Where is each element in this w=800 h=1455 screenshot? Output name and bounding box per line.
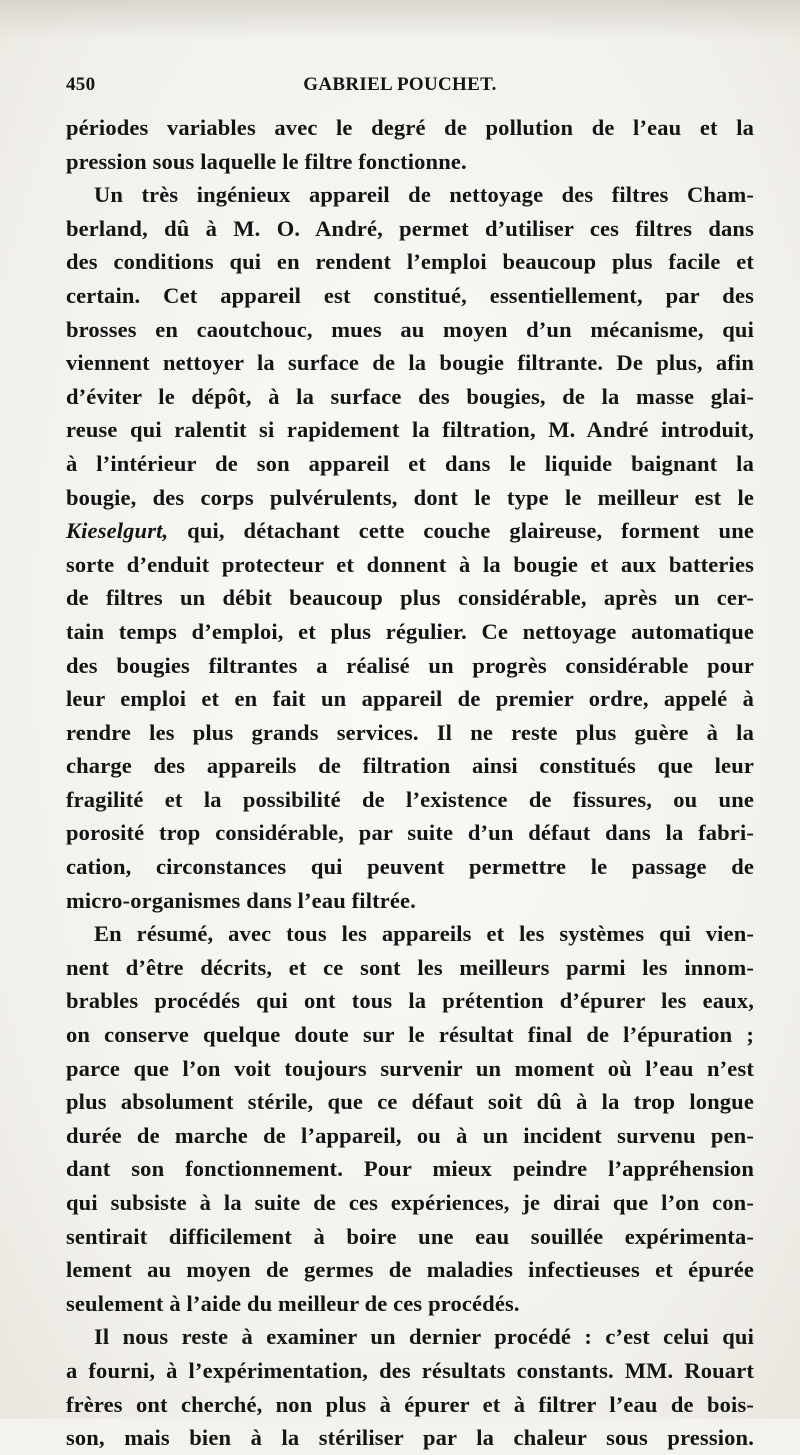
text-line: tain temps d’emploi, et plus régulier. Ce nettoyage automatique — [66, 618, 754, 644]
italic-term: Kieselgurt, — [66, 518, 169, 544]
text-line — [66, 514, 754, 548]
text-line-rest: qui, détachant cette couche glaireuse, forment une — [187, 518, 754, 544]
text-line: périodes variables avec le degré de pollution de l’eau et la — [66, 115, 754, 140]
text-line: dant son fonctionnement. Pour mieux peindre l’appréhension — [66, 1156, 754, 1182]
text-line: brables procédés qui ont tous la prétention d’épurer les eaux, — [66, 988, 754, 1014]
text-line: à l’intérieur de son appareil et dans le liquide baignant la — [66, 450, 754, 476]
text-line: de filtres un débit beaucoup plus considérable, après un cer- — [66, 585, 754, 611]
text-line: berland, dû à M. O. André, permet d’utiliser ces filtres dans — [66, 215, 754, 241]
text-line: Il nous reste à examiner un dernier procédé : c’est celui qui — [94, 1324, 754, 1350]
text-line: son, mais bien à la stériliser par la chaleur sous pression. — [66, 1425, 754, 1451]
text-line: frères ont cherché, non plus à épurer et à filtrer l’eau de bois- — [66, 1391, 754, 1417]
text-line: micro-organismes dans l’eau filtrée. — [66, 887, 416, 913]
body-text — [66, 111, 754, 1455]
text-line: durée de marche de l’appareil, ou à un incident survenu pen- — [66, 1122, 754, 1148]
text-line: charge des appareils de filtration ainsi constitués que leur — [66, 753, 754, 779]
running-head: GABRIEL POUCHET. — [303, 74, 497, 95]
text-line: certain. Cet appareil est constitué, essentiellement, par des — [66, 282, 754, 308]
text-line: reuse qui ralentit si rapidement la filtration, M. André introduit, — [66, 417, 754, 443]
text-line: seulement à l’aide du meilleur de ces procédés. — [66, 1290, 520, 1316]
text-line: nent d’être décrits, et ce sont les meilleurs parmi les innom- — [66, 954, 754, 980]
text-line: lement au moyen de germes de maladies infectieuses et épurée — [66, 1257, 754, 1283]
text-line: viennent nettoyer la surface de la bougie filtrante. De plus, afin — [66, 350, 754, 376]
text-line: En résumé, avec tous les appareils et les systèmes qui vien- — [94, 921, 754, 947]
text-line: qui subsiste à la suite de ces expériences, je dirai que l’on con- — [66, 1190, 754, 1215]
text-line: pression sous laquelle le filtre fonctionne. — [66, 148, 467, 174]
text-line: cation, circonstances qui peuvent permettre le passage de — [66, 854, 754, 880]
scan-shadow — [0, 0, 800, 40]
text-line: brosses en caoutchouc, mues au moyen d’un mécanisme, qui — [66, 316, 754, 342]
text-line: sentirait difficilement à boire une eau souillée expérimenta- — [66, 1223, 754, 1249]
text-line: d’éviter le dépôt, à la surface des bougies, de la masse glai- — [66, 383, 754, 409]
text-line: a fourni, à l’expérimentation, des résultats constants. MM. Rouart — [66, 1357, 754, 1383]
text-line: bougie, des corps pulvérulents, dont le type le meilleur est le — [66, 484, 754, 510]
text-line: des conditions qui en rendent l’emploi beaucoup plus facile et — [66, 249, 754, 275]
page-number: 450 — [66, 74, 96, 95]
text-line: sorte d’enduit protecteur et donnent à la bougie et aux batteries — [66, 551, 754, 577]
text-line: leur emploi et en fait un appareil de premier ordre, appelé à — [66, 686, 754, 712]
text-line: parce que l’on voit toujours survenir un moment où l’eau n’est — [66, 1055, 754, 1081]
text-line: fragilité et la possibilité de l’existence de fissures, ou une — [66, 786, 754, 812]
text-line: plus absolument stérile, que ce défaut soit dû à la trop longue — [66, 1089, 754, 1115]
page-header — [66, 74, 734, 104]
text-line: on conserve quelque doute sur le résultat final de l’épuration ; — [66, 1022, 754, 1048]
text-line: rendre les plus grands services. Il ne reste plus guère à la — [66, 719, 754, 745]
text-line: Un très ingénieux appareil de nettoyage des filtres Cham- — [94, 182, 754, 208]
text-line: porosité trop considérable, par suite d’un défaut dans la fabri- — [66, 820, 754, 846]
text-line: des bougies filtrantes a réalisé un progrès considérable pour — [66, 652, 754, 678]
